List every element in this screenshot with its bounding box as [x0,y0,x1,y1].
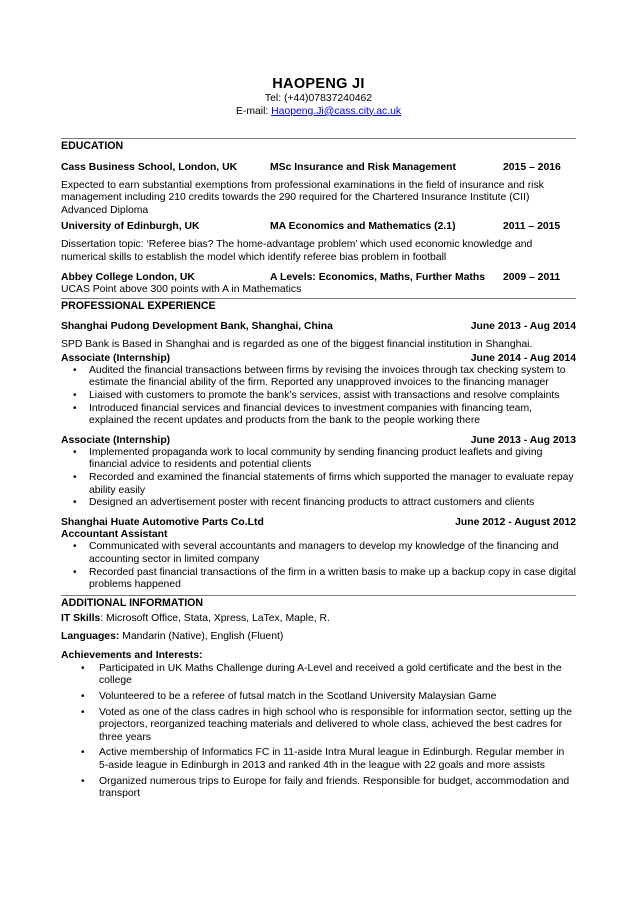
employer-header [61,320,576,333]
education-description: Dissertation topic: ‘Referee bias? The home-advantage problem’ which used economic knowledge and numerical skills to establish the model which identify referee bias problem in football [61,239,533,263]
role-dates: June 2014 - Aug 2014 [470,352,576,364]
role-title: Accountant Assistant [61,528,168,540]
section-divider [61,138,576,139]
list-item: • Liaised with customers to promote the bank’s services, assist with transactions and resolve complaints [61,390,576,403]
list-item: • Organized numerous trips to Europe for faily and friends. Responsible for budget, accommodation and transport [61,776,576,801]
languages-value: Mandarin (Native), English (Fluent) [119,631,284,643]
education-description: UCAS Point above 300 points with A in Mathematics [61,283,302,295]
languages-line [61,631,576,644]
role-bullets [61,447,576,510]
study-dates: 2015 – 2016 [503,161,561,173]
email-link[interactable]: Haopeng.Ji@cass.city.ac.uk [271,105,402,117]
employer-description: SPD Bank is Based in Shanghai and is regarded as one of the biggest financial institution in Shanghai. [61,339,533,351]
education-description: Expected to earn substantial exemptions from professional examinations in the field of insurance and risk management including 210 credits towards the 290 required for the Chartered Insurance Institute (CII) Advanced Diploma [61,179,544,216]
education-entry-header [61,161,576,174]
section-divider [61,595,576,596]
school-name: University of Edinburgh, UK [61,221,200,233]
role-header [61,434,576,447]
role-dates: June 2013 - Aug 2013 [470,434,576,446]
school-name: Cass Business School, London, UK [61,161,238,173]
list-item: • Participated in UK Maths Challenge during A-Level and received a gold certificate and the best in the college [61,663,576,688]
section-divider [61,298,576,299]
degree-name: A Levels: Economics, Maths, Further Maths [270,271,485,283]
study-dates: 2011 – 2015 [503,221,561,233]
email-line [61,106,576,119]
school-name: Abbey College London, UK [61,271,195,283]
resume-header [61,0,576,119]
employer-name: Shanghai Huate Automotive Parts Co.Ltd [61,516,264,528]
role-bullets [61,541,576,591]
employment-dates: June 2013 - Aug 2014 [470,321,576,333]
phone-line: Tel: (+44)07837240462 [264,93,373,104]
additional-title: ADDITIONAL INFORMATION [61,596,204,609]
education-title: EDUCATION [61,139,124,152]
achievements-label: Achievements and Interests: [61,650,203,662]
list-item: • Implemented propaganda work to local community by sending financing product leaflets and giving financial advice to residents and potential clients [61,447,576,472]
list-item: • Recorded and examined the financial statements of firms which supported the manager to evaluate repay ability easily [61,472,576,497]
it-skills-value: : Microsoft Office, Stata, Xpress, LaTex, Maple, R. [100,612,330,624]
role-bullets [61,365,576,428]
it-skills-line [61,613,576,626]
list-item: • Introduced financial services and financial devices to investment companies with financing team, explained the recent updates and products from the bank to the people working there [61,403,576,428]
education-entry-header [61,271,576,284]
languages-label: Languages: [61,631,120,643]
email-prefix: E-mail: [235,105,272,117]
study-dates: 2009 – 2011 [503,271,561,283]
list-item: • Voted as one of the class cadres in high school who is responsible for information sector, setting up the projectors, reorganized teaching materials and delivered to whole class, achieved the best cadres for three years [61,707,576,745]
role-header [61,352,576,365]
list-item: • Designed an advertisement poster with recent financing products to attract customers and clients [61,497,576,510]
it-skills-label: IT Skills [61,612,101,624]
role-title: Associate (Internship) [61,352,171,364]
list-item: • Communicated with several accountants and managers to develop my knowledge of the financing and accounting sector in limited company [61,541,576,566]
employer-header [61,516,576,529]
list-item: • Volunteered to be a referee of futsal match in the Scotland University Malaysian Game [61,691,576,704]
degree-name: MA Economics and Mathematics (2.1) [270,221,456,233]
experience-title: PROFESSIONAL EXPERIENCE [61,300,216,313]
candidate-name: HAOPENG JI [272,76,365,92]
list-item: • Audited the financial transactions between firms by revising the invoices through tax checking system to estimate the financial ability of the firm. Reported any unapproved invoices to the financing manager [61,365,576,390]
employer-name: Shanghai Pudong Development Bank, Shanghai, China [61,321,333,333]
list-item: • Recorded past financial transactions of the firm in a written basis to make up a backup copy in case digital problems happened [61,567,576,592]
role-title: Associate (Internship) [61,434,171,446]
achievements-bullets [61,663,576,801]
employment-dates: June 2012 - August 2012 [455,516,576,528]
education-entry-header [61,220,576,233]
degree-name: MSc Insurance and Risk Management [270,161,456,173]
list-item: • Active membership of Informatics FC in 11-aside Intra Mural league in Edinburgh. Regular member in 5-aside league in Edinburgh in 2013 and ranked 4th in the league with 22 goals and more assists [61,747,576,772]
